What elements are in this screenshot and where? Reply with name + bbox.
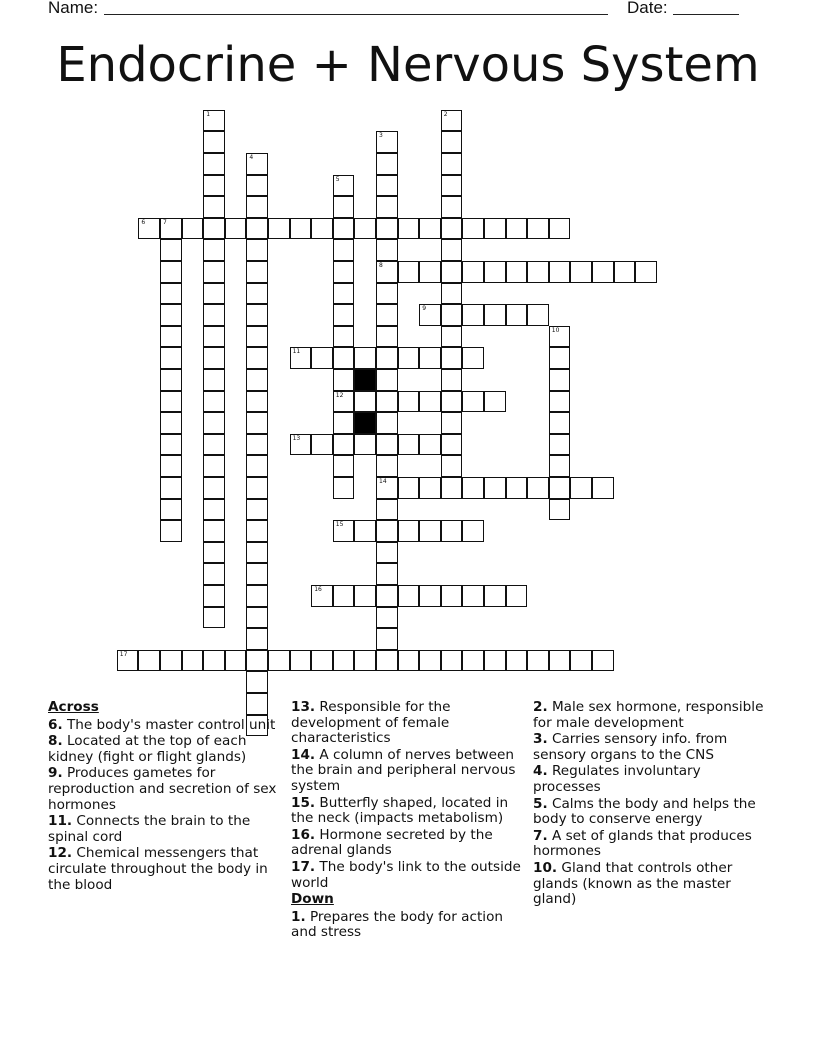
grid-cell[interactable]	[203, 520, 225, 542]
grid-cell[interactable]	[484, 261, 506, 283]
grid-cell[interactable]	[441, 239, 463, 261]
grid-cell[interactable]	[462, 391, 484, 413]
grid-cell[interactable]	[441, 196, 463, 218]
grid-cell[interactable]	[246, 369, 268, 391]
grid-cell[interactable]	[441, 304, 463, 326]
grid-cell[interactable]	[549, 434, 571, 456]
clue-down-1: 1. Prepares the body for action and stress	[291, 908, 504, 941]
clue-number: 17	[119, 650, 128, 658]
clue-down-5: 5. Calms the body and helps the body to conserve energy	[533, 795, 756, 828]
clue-number: 9	[422, 305, 427, 313]
grid-cell[interactable]	[246, 283, 268, 305]
grid-cell[interactable]	[333, 455, 355, 477]
grid-cell[interactable]	[333, 218, 355, 240]
grid-cell[interactable]	[506, 585, 528, 607]
grid-cell[interactable]	[376, 607, 398, 629]
grid-cell[interactable]	[246, 304, 268, 326]
clue-number: 1	[206, 110, 211, 118]
grid-cell[interactable]	[268, 218, 290, 240]
grid-cell[interactable]	[290, 434, 312, 456]
grid-cell[interactable]	[225, 218, 247, 240]
grid-cell[interactable]	[246, 520, 268, 542]
clue-number: 3	[379, 132, 383, 140]
grid-cell[interactable]	[549, 347, 571, 369]
grid-cell[interactable]	[246, 563, 268, 585]
across-heading: Across	[48, 699, 99, 715]
grid-cell[interactable]	[246, 650, 268, 672]
grid-cell[interactable]	[419, 520, 441, 542]
grid-cell[interactable]	[592, 477, 614, 499]
black-square	[354, 369, 376, 391]
grid-cell[interactable]	[203, 110, 225, 132]
grid-cell[interactable]	[203, 607, 225, 629]
grid-cell[interactable]	[354, 520, 376, 542]
grid-cell[interactable]	[549, 261, 571, 283]
grid-cell[interactable]	[376, 326, 398, 348]
grid-cell[interactable]	[441, 650, 463, 672]
grid-cell[interactable]	[311, 585, 333, 607]
grid-cell[interactable]	[484, 391, 506, 413]
grid-cell[interactable]	[549, 455, 571, 477]
grid-cell[interactable]	[441, 261, 463, 283]
grid-cell[interactable]	[246, 607, 268, 629]
grid-cell[interactable]	[203, 369, 225, 391]
grid-cell[interactable]	[246, 196, 268, 218]
grid-cell[interactable]	[398, 218, 420, 240]
clue-number: 10	[551, 326, 560, 334]
grid-cell[interactable]	[333, 261, 355, 283]
grid-cell[interactable]	[333, 283, 355, 305]
grid-cell[interactable]	[203, 218, 225, 240]
grid-cell[interactable]	[290, 650, 312, 672]
clue-number: 13	[292, 434, 301, 442]
grid-cell[interactable]	[203, 131, 225, 153]
black-square	[354, 412, 376, 434]
page-title: Endocrine + Nervous System	[56, 37, 760, 93]
grid-cell[interactable]	[354, 585, 376, 607]
clue-across-15: 15. Butterfly shaped, located in the neck (impacts metabolism)	[291, 794, 509, 827]
grid-cell[interactable]	[246, 218, 268, 240]
grid-cell[interactable]	[506, 650, 528, 672]
grid-cell[interactable]	[160, 650, 182, 672]
grid-cell[interactable]	[203, 347, 225, 369]
grid-cell[interactable]	[246, 585, 268, 607]
clue-across-12: 12. Chemical messengers that circulate throughout the body in the blood	[48, 845, 268, 893]
clue-column-1	[48, 700, 280, 894]
grid-cell[interactable]	[462, 477, 484, 499]
grid-cell[interactable]	[527, 650, 549, 672]
grid-cell[interactable]	[506, 477, 528, 499]
grid-cell[interactable]	[441, 153, 463, 175]
grid-cell[interactable]	[441, 218, 463, 240]
grid-cell[interactable]	[333, 391, 355, 413]
clue-across-11: 11. Connects the brain to the spinal cord	[48, 813, 251, 845]
grid-cell[interactable]	[376, 196, 398, 218]
clue-down-10: 10. Gland that controls other glands (known as the master gland)	[533, 859, 733, 908]
grid-cell[interactable]	[354, 650, 376, 672]
grid-cell[interactable]	[246, 628, 268, 650]
grid-cell[interactable]	[246, 671, 268, 693]
grid-cell[interactable]	[203, 261, 225, 283]
grid-cell[interactable]	[160, 261, 182, 283]
grid-cell[interactable]	[527, 304, 549, 326]
clue-down-3: 3. Carries sensory info. from sensory organs to the CNS	[533, 731, 728, 763]
grid-cell[interactable]	[441, 131, 463, 153]
grid-cell[interactable]	[398, 520, 420, 542]
grid-cell[interactable]	[506, 261, 528, 283]
grid-cell[interactable]	[462, 520, 484, 542]
grid-cell[interactable]	[484, 304, 506, 326]
grid-cell[interactable]	[614, 261, 636, 283]
clue-across-6: 6. The body's master control unit	[48, 716, 276, 733]
grid-cell[interactable]	[419, 585, 441, 607]
grid-cell[interactable]	[333, 326, 355, 348]
grid-cell[interactable]	[203, 239, 225, 261]
grid-cell[interactable]	[441, 369, 463, 391]
clue-number: 2	[443, 110, 448, 118]
grid-cell[interactable]	[333, 412, 355, 434]
grid-cell[interactable]	[635, 261, 657, 283]
grid-cell[interactable]	[527, 218, 549, 240]
grid-cell[interactable]	[290, 347, 312, 369]
grid-cell[interactable]	[376, 542, 398, 564]
grid-cell[interactable]	[333, 347, 355, 369]
grid-cell[interactable]	[354, 218, 376, 240]
clue-number: 4	[249, 154, 254, 161]
grid-cell[interactable]	[117, 650, 139, 672]
grid-cell[interactable]	[398, 391, 420, 413]
grid-cell[interactable]	[441, 585, 463, 607]
grid-cell[interactable]	[160, 326, 182, 348]
grid-cell[interactable]	[549, 369, 571, 391]
grid-cell[interactable]	[462, 650, 484, 672]
clue-across-14: 14. A column of nerves between the brain and peripheral nervous system	[291, 746, 516, 794]
grid-cell[interactable]	[376, 153, 398, 175]
grid-cell[interactable]	[376, 261, 398, 283]
grid-cell[interactable]	[354, 391, 376, 413]
grid-cell[interactable]	[160, 499, 182, 521]
grid-cell[interactable]	[376, 131, 398, 153]
name-label: Name:	[48, 0, 99, 17]
grid-cell[interactable]	[527, 477, 549, 499]
grid-cell[interactable]	[441, 347, 463, 369]
grid-cell[interactable]	[160, 369, 182, 391]
grid-cell[interactable]	[549, 391, 571, 413]
grid-cell[interactable]	[203, 412, 225, 434]
grid-cell[interactable]	[160, 239, 182, 261]
grid-cell[interactable]	[203, 326, 225, 348]
grid-cell[interactable]	[441, 520, 463, 542]
grid-cell[interactable]	[484, 585, 506, 607]
grid-cell[interactable]	[441, 455, 463, 477]
grid-cell[interactable]	[506, 304, 528, 326]
grid-cell[interactable]	[376, 304, 398, 326]
grid-cell[interactable]	[398, 650, 420, 672]
grid-cell[interactable]	[506, 218, 528, 240]
grid-cell[interactable]	[160, 218, 182, 240]
grid-cell[interactable]	[570, 477, 592, 499]
grid-cell[interactable]	[462, 218, 484, 240]
grid-cell[interactable]	[419, 650, 441, 672]
grid-cell[interactable]	[311, 218, 333, 240]
grid-cell[interactable]	[203, 391, 225, 413]
grid-cell[interactable]	[203, 434, 225, 456]
clue-across-17: 17. The body's link to the outside world	[291, 858, 521, 891]
grid-cell[interactable]	[376, 563, 398, 585]
grid-cell[interactable]	[246, 477, 268, 499]
grid-cell[interactable]	[376, 369, 398, 391]
grid-cell[interactable]	[333, 650, 355, 672]
grid-cell[interactable]	[376, 283, 398, 305]
clue-number: 12	[335, 391, 344, 399]
clue-number: 11	[292, 348, 301, 356]
grid-cell[interactable]	[376, 218, 398, 240]
grid-cell[interactable]	[441, 283, 463, 305]
grid-cell[interactable]	[333, 175, 355, 197]
grid-cell[interactable]	[333, 434, 355, 456]
grid-cell[interactable]	[549, 477, 571, 499]
grid-cell[interactable]	[203, 196, 225, 218]
grid-cell[interactable]	[376, 520, 398, 542]
grid-cell[interactable]	[246, 326, 268, 348]
clue-column-3	[533, 700, 765, 909]
grid-cell[interactable]	[376, 650, 398, 672]
clue-number: 15	[335, 521, 344, 529]
grid-cell[interactable]	[419, 477, 441, 499]
grid-cell[interactable]	[527, 261, 549, 283]
grid-cell[interactable]	[225, 650, 247, 672]
grid-cell[interactable]	[462, 261, 484, 283]
clue-number: 5	[335, 175, 340, 183]
grid-cell[interactable]	[592, 650, 614, 672]
clue-across-9: 9. Produces gametes for reproduction and secretion of sex hormones	[48, 765, 277, 813]
grid-cell[interactable]	[398, 585, 420, 607]
grid-cell[interactable]	[246, 239, 268, 261]
clue-across-16: 16. Hormone secreted by the adrenal glands	[291, 826, 493, 859]
grid-cell[interactable]	[376, 412, 398, 434]
grid-cell[interactable]	[160, 520, 182, 542]
grid-cell[interactable]	[441, 110, 463, 132]
grid-cell[interactable]	[419, 261, 441, 283]
grid-cell[interactable]	[354, 347, 376, 369]
grid-cell[interactable]	[203, 153, 225, 175]
grid-cell[interactable]	[203, 585, 225, 607]
grid-cell[interactable]	[441, 326, 463, 348]
grid-cell[interactable]	[419, 347, 441, 369]
grid-cell[interactable]	[376, 499, 398, 521]
grid-cell[interactable]	[376, 455, 398, 477]
grid-cell[interactable]	[419, 434, 441, 456]
grid-cell[interactable]	[246, 391, 268, 413]
clue-across-8: 8. Located at the top of each kidney (fight or flight glands)	[48, 733, 247, 765]
grid-cell[interactable]	[160, 283, 182, 305]
grid-cell[interactable]	[203, 563, 225, 585]
clue-column-2	[291, 700, 523, 942]
grid-cell[interactable]	[462, 585, 484, 607]
grid-cell[interactable]	[441, 412, 463, 434]
clue-down-7: 7. A set of glands that produces hormones	[533, 827, 752, 860]
grid-cell[interactable]	[419, 304, 441, 326]
grid-cell[interactable]	[376, 347, 398, 369]
clue-across-13: 13. Responsible for the development of female characteristics	[291, 699, 451, 747]
grid-cell[interactable]	[398, 477, 420, 499]
clue-number: 7	[163, 218, 167, 226]
grid-cell[interactable]	[376, 391, 398, 413]
grid-cell[interactable]	[592, 261, 614, 283]
grid-cell[interactable]	[419, 218, 441, 240]
grid-cell[interactable]	[484, 218, 506, 240]
grid-cell[interactable]	[160, 434, 182, 456]
grid-cell[interactable]	[311, 347, 333, 369]
grid-cell[interactable]	[246, 455, 268, 477]
grid-cell[interactable]	[462, 304, 484, 326]
grid-cell[interactable]	[398, 261, 420, 283]
grid-cell[interactable]	[246, 347, 268, 369]
grid-cell[interactable]	[462, 347, 484, 369]
grid-cell[interactable]	[549, 218, 571, 240]
grid-cell[interactable]	[441, 434, 463, 456]
grid-cell[interactable]	[246, 542, 268, 564]
grid-cell[interactable]	[333, 585, 355, 607]
down-heading: Down	[291, 891, 334, 908]
grid-cell[interactable]	[333, 304, 355, 326]
grid-cell[interactable]	[203, 304, 225, 326]
clue-down-4: 4. Regulates involuntary processes	[533, 763, 701, 795]
grid-cell[interactable]	[549, 412, 571, 434]
grid-cell[interactable]	[376, 239, 398, 261]
grid-cell[interactable]	[549, 650, 571, 672]
grid-cell[interactable]	[268, 650, 290, 672]
grid-cell[interactable]	[549, 326, 571, 348]
grid-cell[interactable]	[160, 304, 182, 326]
grid-cell[interactable]	[484, 650, 506, 672]
clue-number: 8	[379, 262, 383, 269]
grid-cell[interactable]	[203, 499, 225, 521]
grid-cell[interactable]	[376, 434, 398, 456]
grid-cell[interactable]	[333, 477, 355, 499]
grid-cell[interactable]	[160, 347, 182, 369]
grid-cell[interactable]	[203, 542, 225, 564]
grid-cell[interactable]	[203, 477, 225, 499]
grid-cell[interactable]	[333, 369, 355, 391]
grid-cell[interactable]	[398, 347, 420, 369]
grid-cell[interactable]	[376, 175, 398, 197]
grid-cell[interactable]	[160, 477, 182, 499]
grid-cell[interactable]	[398, 434, 420, 456]
grid-cell[interactable]	[203, 650, 225, 672]
grid-cell[interactable]	[441, 175, 463, 197]
grid-cell[interactable]	[570, 650, 592, 672]
clue-number: 6	[141, 218, 146, 226]
grid-cell[interactable]	[182, 650, 204, 672]
grid-cell[interactable]	[376, 477, 398, 499]
clue-number: 14	[379, 478, 387, 485]
grid-cell[interactable]	[246, 499, 268, 521]
grid-cell[interactable]	[203, 175, 225, 197]
grid-cell[interactable]	[246, 434, 268, 456]
grid-cell[interactable]	[290, 218, 312, 240]
grid-cell[interactable]	[203, 283, 225, 305]
grid-cell[interactable]	[160, 412, 182, 434]
grid-cell[interactable]	[376, 585, 398, 607]
clue-down-2: 2. Male sex hormone, responsible for male development	[533, 699, 764, 731]
grid-cell[interactable]	[549, 499, 571, 521]
grid-cell[interactable]	[160, 455, 182, 477]
grid-cell[interactable]	[441, 391, 463, 413]
grid-cell[interactable]	[376, 628, 398, 650]
grid-cell[interactable]	[570, 261, 592, 283]
grid-cell[interactable]	[246, 412, 268, 434]
grid-cell[interactable]	[311, 650, 333, 672]
grid-cell[interactable]	[484, 477, 506, 499]
grid-cell[interactable]	[246, 153, 268, 175]
grid-cell[interactable]	[333, 239, 355, 261]
date-label: Date:	[627, 0, 668, 17]
grid-cell[interactable]	[333, 520, 355, 542]
grid-cell[interactable]	[333, 196, 355, 218]
clue-number: 16	[314, 586, 322, 593]
grid-cell[interactable]	[138, 650, 160, 672]
grid-cell[interactable]	[203, 455, 225, 477]
grid-cell[interactable]	[441, 477, 463, 499]
grid-cell[interactable]	[138, 218, 160, 240]
grid-cell[interactable]	[182, 218, 204, 240]
grid-cell[interactable]	[160, 391, 182, 413]
grid-cell[interactable]	[419, 391, 441, 413]
grid-cell[interactable]	[246, 261, 268, 283]
grid-cell[interactable]	[246, 175, 268, 197]
grid-cell[interactable]	[354, 434, 376, 456]
grid-cell[interactable]	[311, 434, 333, 456]
